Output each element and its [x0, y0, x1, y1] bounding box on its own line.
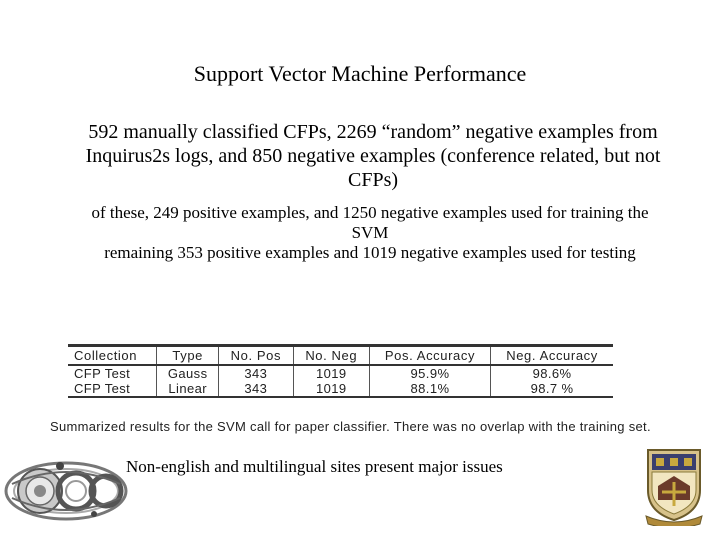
globe-logo-icon: [2, 450, 130, 532]
table-header-cell: Collection: [68, 346, 157, 366]
table-header-cell: Neg. Accuracy: [491, 346, 613, 366]
slide-title: Support Vector Machine Performance: [193, 61, 527, 86]
table-row: [68, 381, 613, 397]
table-header-cell: No. Neg: [293, 346, 369, 366]
table-cell: CFP Test: [68, 381, 157, 397]
table-cell: 88.1%: [369, 381, 490, 397]
sub-bullets: [80, 203, 660, 263]
table-header-cell: Pos. Accuracy: [369, 346, 490, 366]
sub-bullet-1: of these, 249 positive examples, and 1250 negative examples used for training the SVM: [91, 203, 649, 242]
sub-bullet-2: remaining 353 positive examples and 1019 negative examples used for testing: [104, 243, 636, 262]
table-cell: CFP Test: [68, 365, 157, 381]
results-table-grid: [68, 344, 613, 398]
table-header-cell: Type: [157, 346, 219, 366]
table-cell: 1019: [293, 381, 369, 397]
table-header-cell: No. Pos: [219, 346, 294, 366]
footer-note: Non-english and multilingual sites present major issues: [126, 457, 503, 476]
table-header-row: [68, 346, 613, 366]
bullet-text-1: 592 manually classified CFPs, 2269 “random” negative examples from Inquirus2s logs, and 850 negative examples (conference related, but not CFPs): [85, 121, 661, 191]
table-cell: 95.9%: [369, 365, 490, 381]
university-crest-icon: [644, 446, 704, 526]
results-table: [68, 344, 613, 400]
table-cell: Gauss: [157, 365, 219, 381]
table-cell: Linear: [157, 381, 219, 397]
table-row: [68, 365, 613, 381]
table-cell: 343: [219, 365, 294, 381]
table-cell: 1019: [293, 365, 369, 381]
table-cell: 98.7 %: [530, 381, 574, 396]
table-caption: Summarized results for the SVM call for paper classifier. There was no overlap with the training set.: [50, 419, 651, 434]
table-cell: 343: [219, 381, 294, 397]
table-cell: 98.6%: [532, 366, 572, 381]
